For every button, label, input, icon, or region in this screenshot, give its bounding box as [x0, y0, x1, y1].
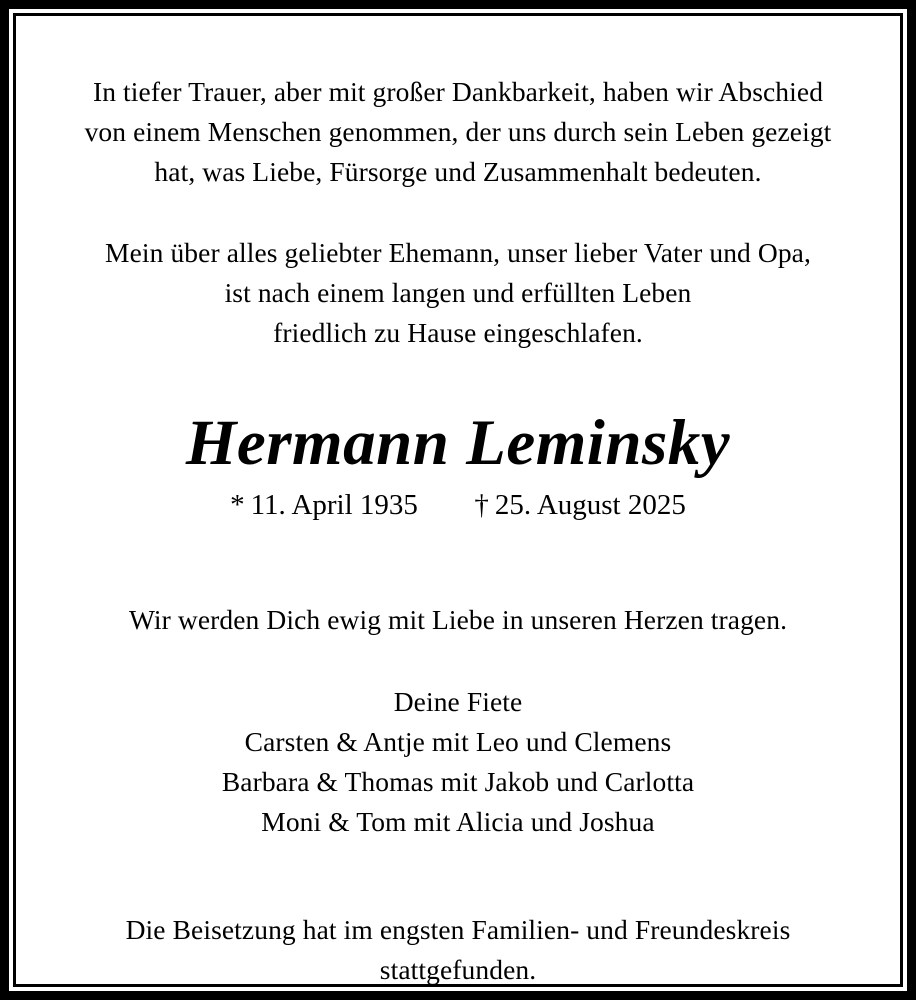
intro-paragraph: [40, 72, 876, 192]
deceased-name: Hermann Leminsky: [185, 407, 731, 479]
survivor-line: Carsten & Antje mit Leo und Clemens: [244, 726, 672, 757]
funeral-line: stattgefunden.: [379, 954, 537, 985]
survivor-line: Deine Fiete: [393, 686, 523, 717]
birth-star-icon: *: [230, 489, 245, 521]
announcement-paragraph: [40, 233, 876, 353]
intro-line: von einem Menschen genommen, der uns durch sein Leben gezeigt: [84, 116, 832, 147]
memory-line: Wir werden Dich ewig mit Liebe in unseren Herzen tragen.: [128, 604, 788, 635]
survivors-list: [40, 682, 876, 842]
life-dates: [40, 488, 876, 522]
death-date-group: [474, 489, 685, 521]
survivor-line: Moni & Tom mit Alicia und Joshua: [261, 806, 655, 837]
announcement-line: ist nach einem langen und erfüllten Leben: [224, 277, 692, 308]
obituary-inner-border: [13, 13, 903, 987]
intro-line: hat, was Liebe, Fürsorge und Zusammenhalt bedeuten.: [154, 156, 762, 187]
obituary-card: [16, 16, 900, 984]
funeral-note: [40, 910, 876, 987]
survivor-line: Barbara & Thomas mit Jakob und Carlotta: [221, 766, 695, 797]
birth-date-group: [230, 489, 418, 521]
announcement-line: Mein über alles geliebter Ehemann, unser lieber Vater und Opa,: [105, 237, 811, 268]
intro-line: In tiefer Trauer, aber mit großer Dankbarkeit, haben wir Abschied: [92, 76, 824, 107]
birth-date: 11. April 1935: [250, 489, 418, 521]
announcement-line: friedlich zu Hause eingeschlafen.: [273, 317, 643, 348]
death-date: 25. August 2025: [494, 489, 686, 521]
death-cross-icon: †: [474, 489, 489, 521]
memory-paragraph: [40, 600, 876, 640]
funeral-line: Die Beisetzung hat im engsten Familien- und Freundeskreis: [125, 914, 791, 945]
